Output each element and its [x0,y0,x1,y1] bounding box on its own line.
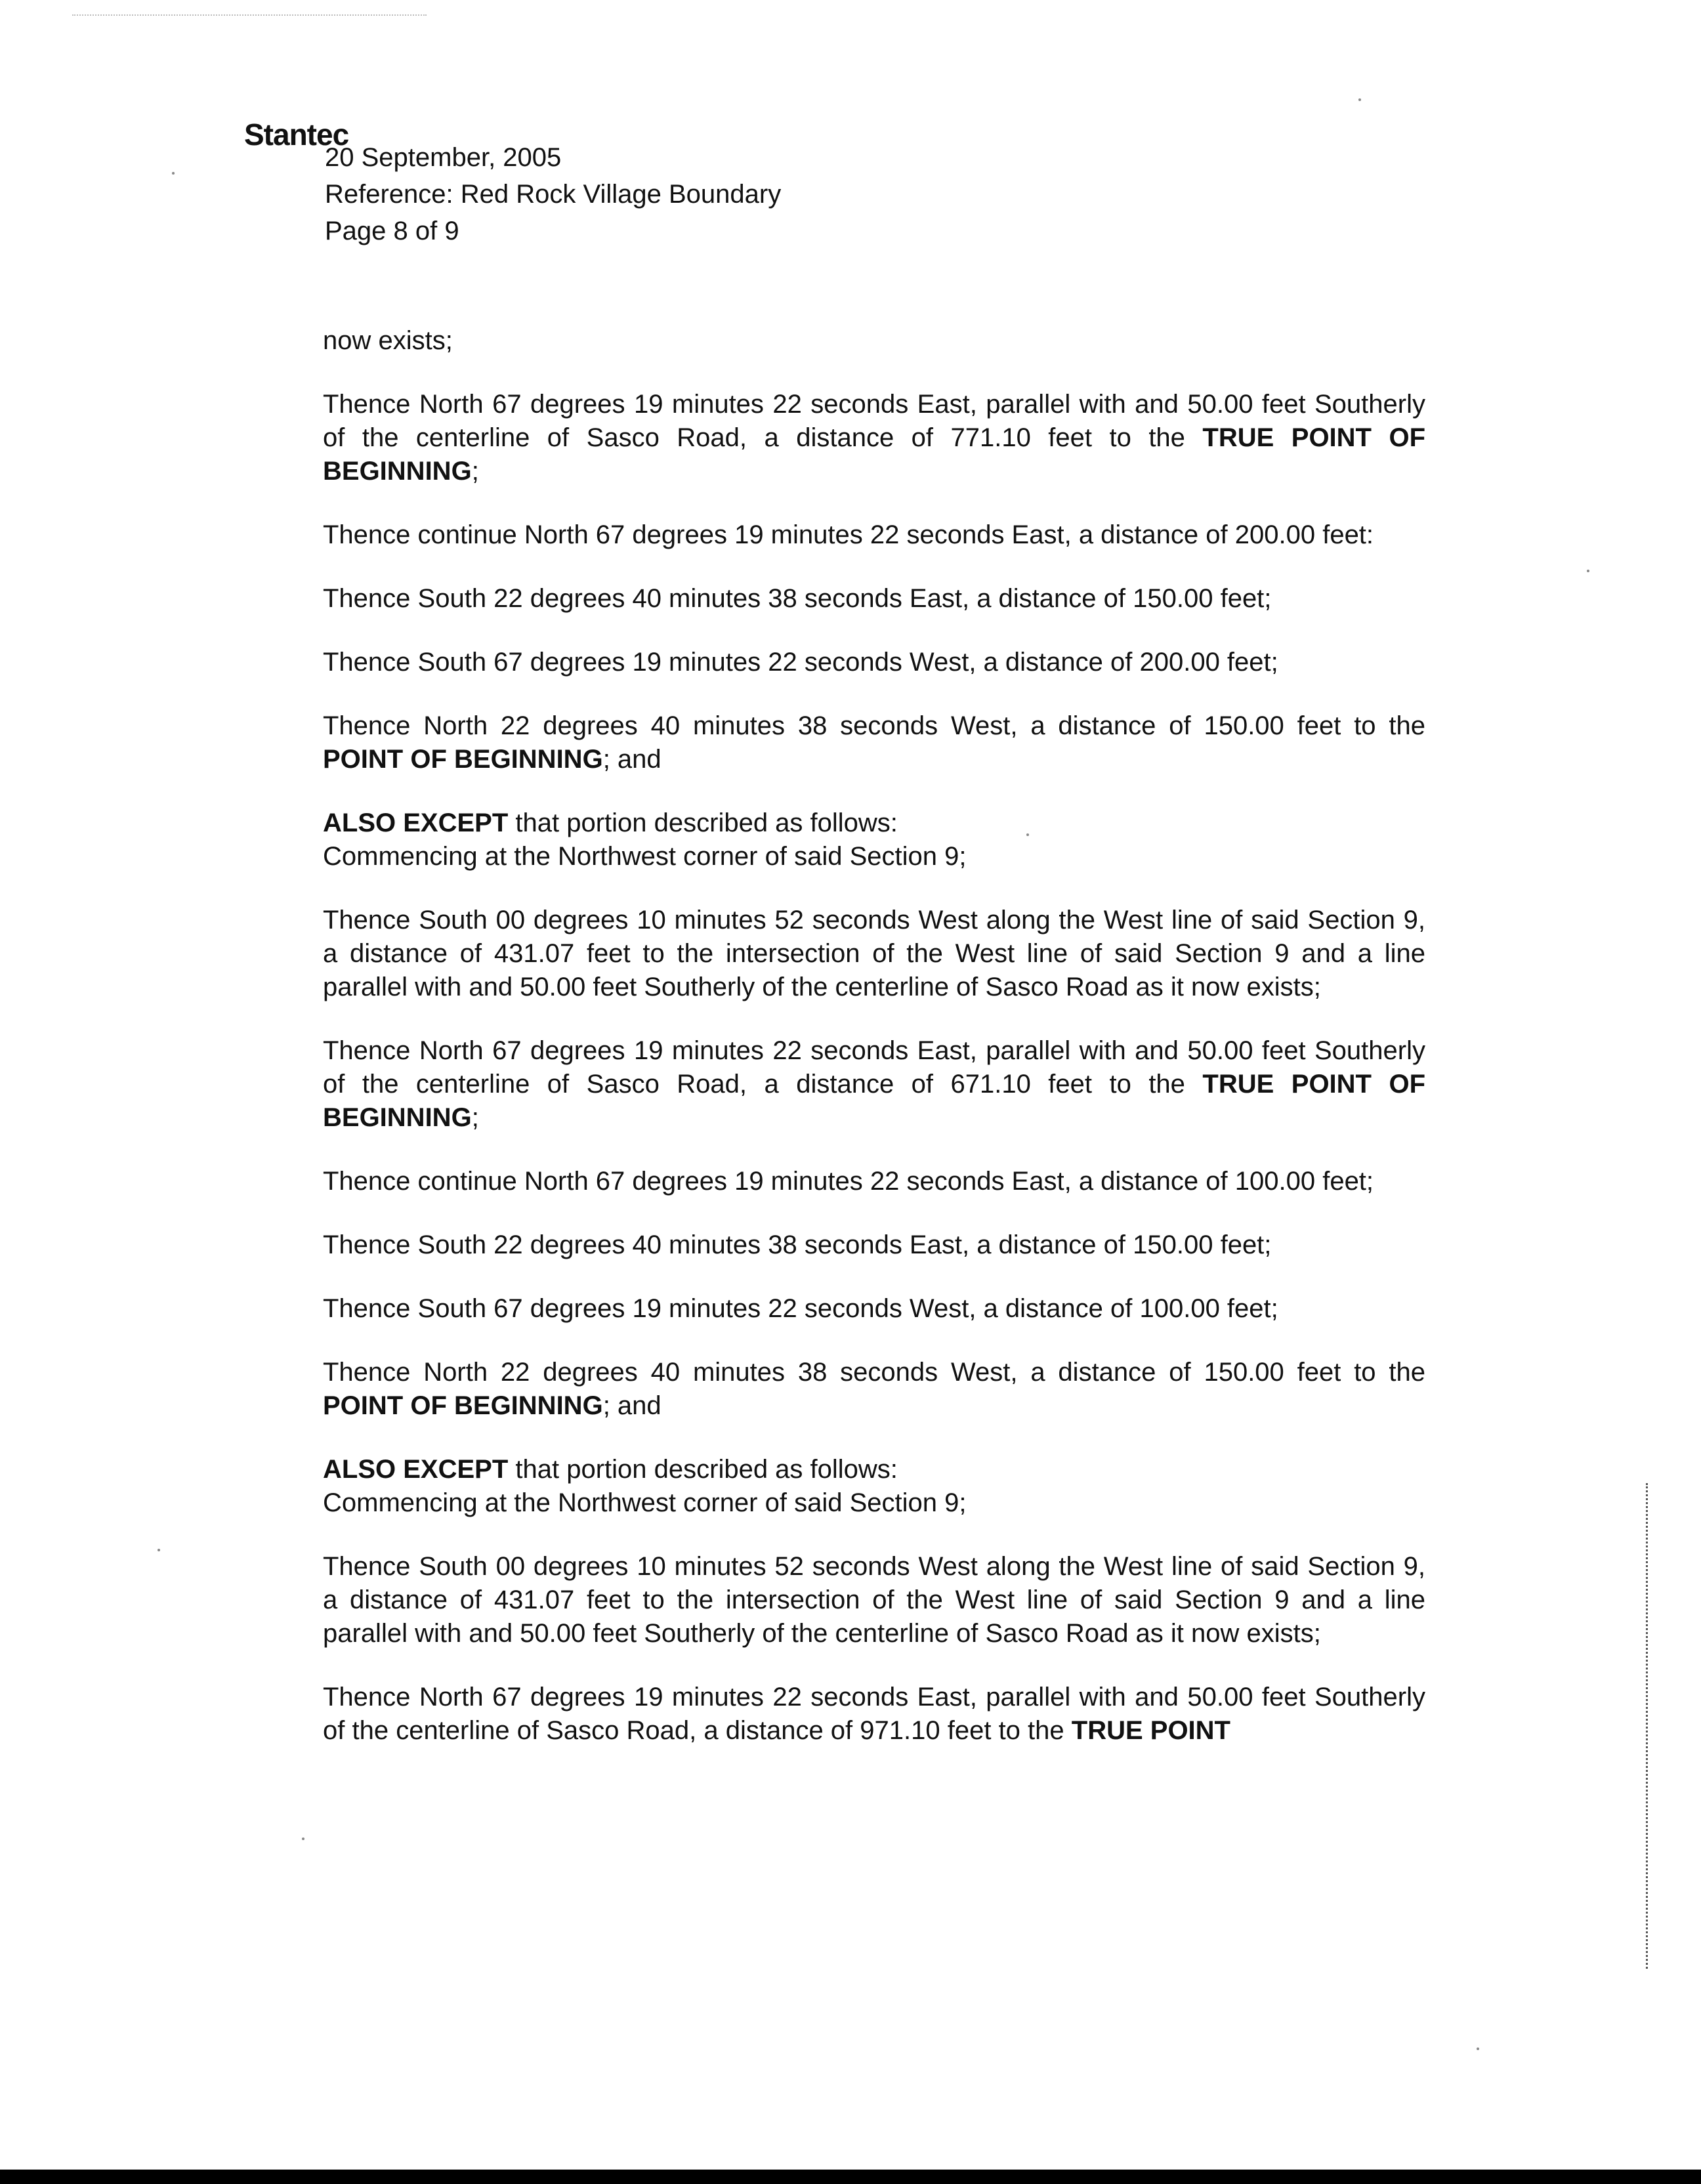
paragraph: Thence continue North 67 degrees 19 minutes 22 seconds East, a distance of 100.00 feet; [323,1167,1374,1196]
paragraph: Thence North 22 degrees 40 minutes 38 seconds West, a distance of 150.00 feet to the POINT OF BEGINNING; and [323,711,1425,774]
scan-speck [302,1838,304,1840]
paragraph: Thence South 67 degrees 19 minutes 22 seconds West, a distance of 200.00 feet; [323,648,1278,677]
header-date: 20 September, 2005 [325,143,562,172]
scan-artifact-right-edge [1646,1483,1650,1969]
paragraph: ALSO EXCEPT that portion described as follows: [323,808,898,837]
scan-speck [1026,833,1029,836]
bold-term: TRUE POINT OF BEGINNING [323,1070,1426,1132]
header-reference: Reference: Red Rock Village Boundary [325,180,782,209]
paragraph: ALSO EXCEPT that portion described as follows: [323,1455,898,1484]
bold-term: TRUE POINT [1071,1716,1230,1745]
legal-description-body [323,324,1425,1748]
bold-term: POINT OF BEGINNING [323,745,603,774]
paragraph: Thence North 22 degrees 40 minutes 38 seconds West, a distance of 150.00 feet to the POINT OF BEGINNING; and [323,1358,1425,1420]
paragraph: Thence South 67 degrees 19 minutes 22 seconds West, a distance of 100.00 feet; [323,1294,1278,1323]
paragraph: Thence North 67 degrees 19 minutes 22 seconds East, parallel with and 50.00 feet Southerly of the centerline of Sasco Road, a distance of 971.10 feet to the TRUE POINT [323,1683,1425,1745]
paragraph: Thence North 67 degrees 19 minutes 22 seconds East, parallel with and 50.00 feet Southerly of the centerline of Sasco Road, a distance of 671.10 feet to the TRUE POINT OF BEGINNING; [323,1036,1426,1132]
paragraph: now exists; [323,326,453,355]
paragraph: Thence North 67 degrees 19 minutes 22 seconds East, parallel with and 50.00 feet Southerly of the centerline of Sasco Road, a distance of 771.10 feet to the TRUE POINT OF BEGINNING; [323,390,1426,486]
paragraph: Commencing at the Northwest corner of said Section 9; [323,842,967,871]
paragraph: Thence South 00 degrees 10 minutes 52 seconds West along the West line of said Section 9, a distance of 431.07 feet to the intersection of the West line of said Section 9 and a line parallel with and 50.00 feet Southerly of the centerline of Sasco Road as it now exists; [323,906,1425,1001]
bold-term: ALSO EXCEPT [323,1455,509,1484]
scan-speck [158,1549,160,1551]
scan-bottom-border [0,2170,1701,2184]
bold-term: TRUE POINT OF BEGINNING [323,423,1426,486]
scan-speck [1477,2048,1479,2050]
paragraph: Thence South 22 degrees 40 minutes 38 seconds East, a distance of 150.00 feet; [323,1230,1272,1259]
bold-term: ALSO EXCEPT [323,808,509,837]
paragraph: Commencing at the Northwest corner of said Section 9; [323,1488,967,1517]
bold-term: POINT OF BEGINNING [323,1391,603,1420]
paragraph: Thence South 22 degrees 40 minutes 38 seconds East, a distance of 150.00 feet; [323,584,1272,613]
paragraph: Thence South 00 degrees 10 minutes 52 seconds West along the West line of said Section 9, a distance of 431.07 feet to the intersection of the West line of said Section 9 and a line parallel with and 50.00 feet Southerly of the centerline of Sasco Road as it now exists; [323,1552,1425,1648]
letter-header [325,139,781,249]
scan-artifact-top [72,14,427,17]
scan-speck [1587,570,1589,572]
paragraph: Thence continue North 67 degrees 19 minutes 22 seconds East, a distance of 200.00 feet: [323,520,1374,549]
company-logo: Stantec [244,117,349,152]
header-page-number: Page 8 of 9 [325,217,459,245]
scan-speck [1358,98,1361,101]
scan-speck [172,172,175,175]
